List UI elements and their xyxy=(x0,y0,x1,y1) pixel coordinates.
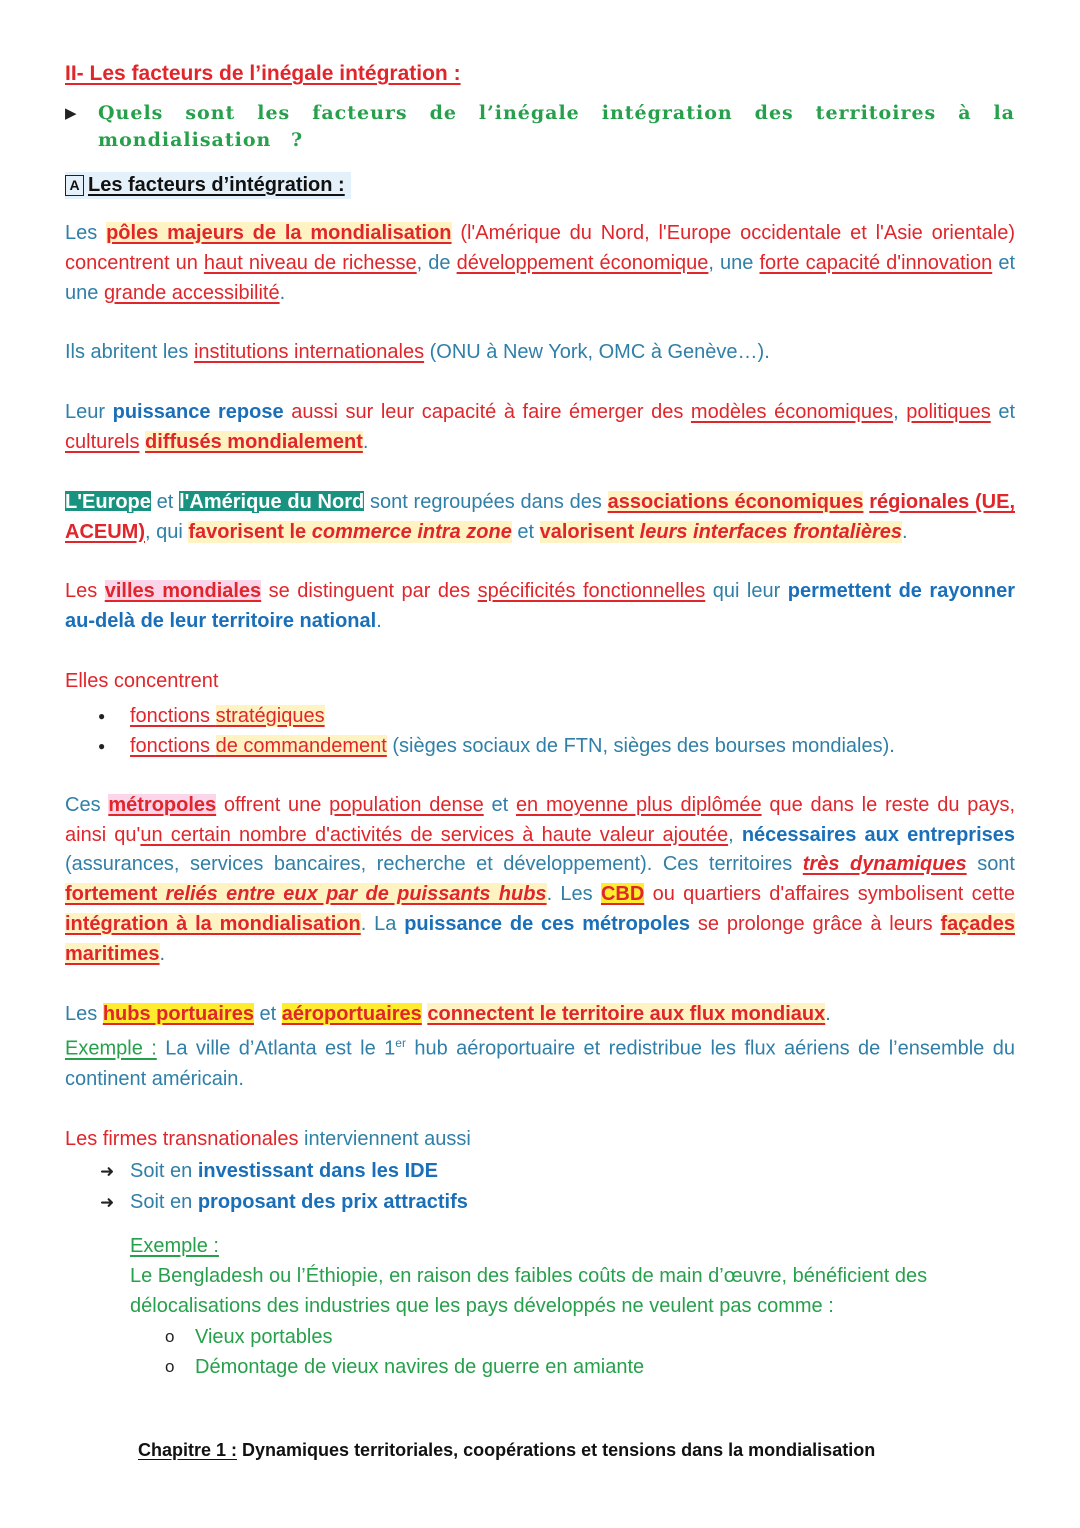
paragraph-firmes: Les firmes transnationales interviennent aussi xyxy=(65,1127,471,1150)
subsection-heading xyxy=(65,172,351,199)
example-text: Le Bengladesh ou l’Éthiopie, en raison des faibles coûts de main d’œuvre, bénéficient des délocalisations des industries que les pays développés ne veulent pas comme : xyxy=(130,1265,928,1317)
firms-list xyxy=(65,1156,1015,1218)
example-block xyxy=(130,1232,1015,1381)
paragraph-villes-mondiales: Les villes mondiales se distinguent par des spécificités fonctionnelles qui leur permettent de rayonner au-delà de leur territoire national. xyxy=(65,580,1015,633)
paragraph-hubs: Les hubs portuaires et aéroportuaires connectent le territoire aux flux mondiaux. Exemple : La ville d’Atlanta est le 1er hub aéroportuaire et redistribue les flux aériens de l’ensemble du continent américain. xyxy=(65,1002,1015,1090)
list-item: o Démontage de vieux navires de guerre en amiante xyxy=(195,1352,1015,1382)
question-text: Quels sont les facteurs de l’inégale intégration des territoires à la mondialisation ? xyxy=(98,102,1015,151)
list-item: o Vieux portables xyxy=(195,1322,1015,1352)
paragraph-puissance: Leur puissance repose aussi sur leur capacité à faire émerger des modèles économiques, politiques et culturels diffusés mondialement. xyxy=(65,401,1015,453)
triangle-bullet-icon: ▶ xyxy=(65,105,77,122)
paragraph-associations: L'Europe et l'Amérique du Nord sont regroupées dans des associations économiques régionales (UE, ACEUM), qui favorisent le commerce intra zone et valorisent leurs interfaces frontalières. xyxy=(65,490,1016,543)
list-item: ➜ Soit en investissant dans les IDE xyxy=(130,1156,1015,1187)
list-item: ➜ Soit en proposant des prix attractifs xyxy=(130,1187,1015,1218)
functions-list xyxy=(65,701,1015,761)
document-page xyxy=(65,62,1015,1382)
list-item: ● fonctions stratégiques xyxy=(130,701,1015,731)
paragraph-institutions: Ils abritent les institutions internationales (ONU à New York, OMC à Genève…). xyxy=(65,341,770,364)
subsection-title: Les facteurs d’intégration : xyxy=(88,174,345,196)
paragraph-elles-concentrent: Elles concentrent xyxy=(65,669,219,692)
guiding-question xyxy=(65,100,1015,154)
section-title: II- Les facteurs de l’inégale intégration : xyxy=(65,62,461,85)
boxed-letter-a-icon: A xyxy=(65,175,84,196)
chapter-footer: Chapitre 1 : Dynamiques territoriales, coopérations et tensions dans la mondialisation xyxy=(138,1440,876,1460)
example-label: Exemple : xyxy=(130,1235,219,1258)
list-item: ● fonctions de commandement (sièges sociaux de FTN, sièges des bourses mondiales). xyxy=(130,731,1015,761)
example-list xyxy=(130,1322,1015,1382)
paragraph-metropoles: Ces métropoles offrent une population dense et en moyenne plus diplômée que dans le reste du pays, ainsi qu'un certain nombre d'activités de services à haute valeur ajoutée, nécessaires aux entreprises (assurances, services bancaires, recherche et développement). Ces territoires très dynamiques sont fortement reliés entre eux par de puissants hubs. Les CBD ou quartiers d'affaires symbolisent cette intégration à la mondialisation. La puissance de ces métropoles se prolonge grâce à leurs façades maritimes. xyxy=(65,793,1016,965)
paragraph-poles: Les pôles majeurs de la mondialisation (l'Amérique du Nord, l'Europe occidentale et l'Asie orientale) concentrent un haut niveau de richesse, de développement économique, une forte capacité d'innovation et une grande accessibilité. xyxy=(65,222,1015,304)
